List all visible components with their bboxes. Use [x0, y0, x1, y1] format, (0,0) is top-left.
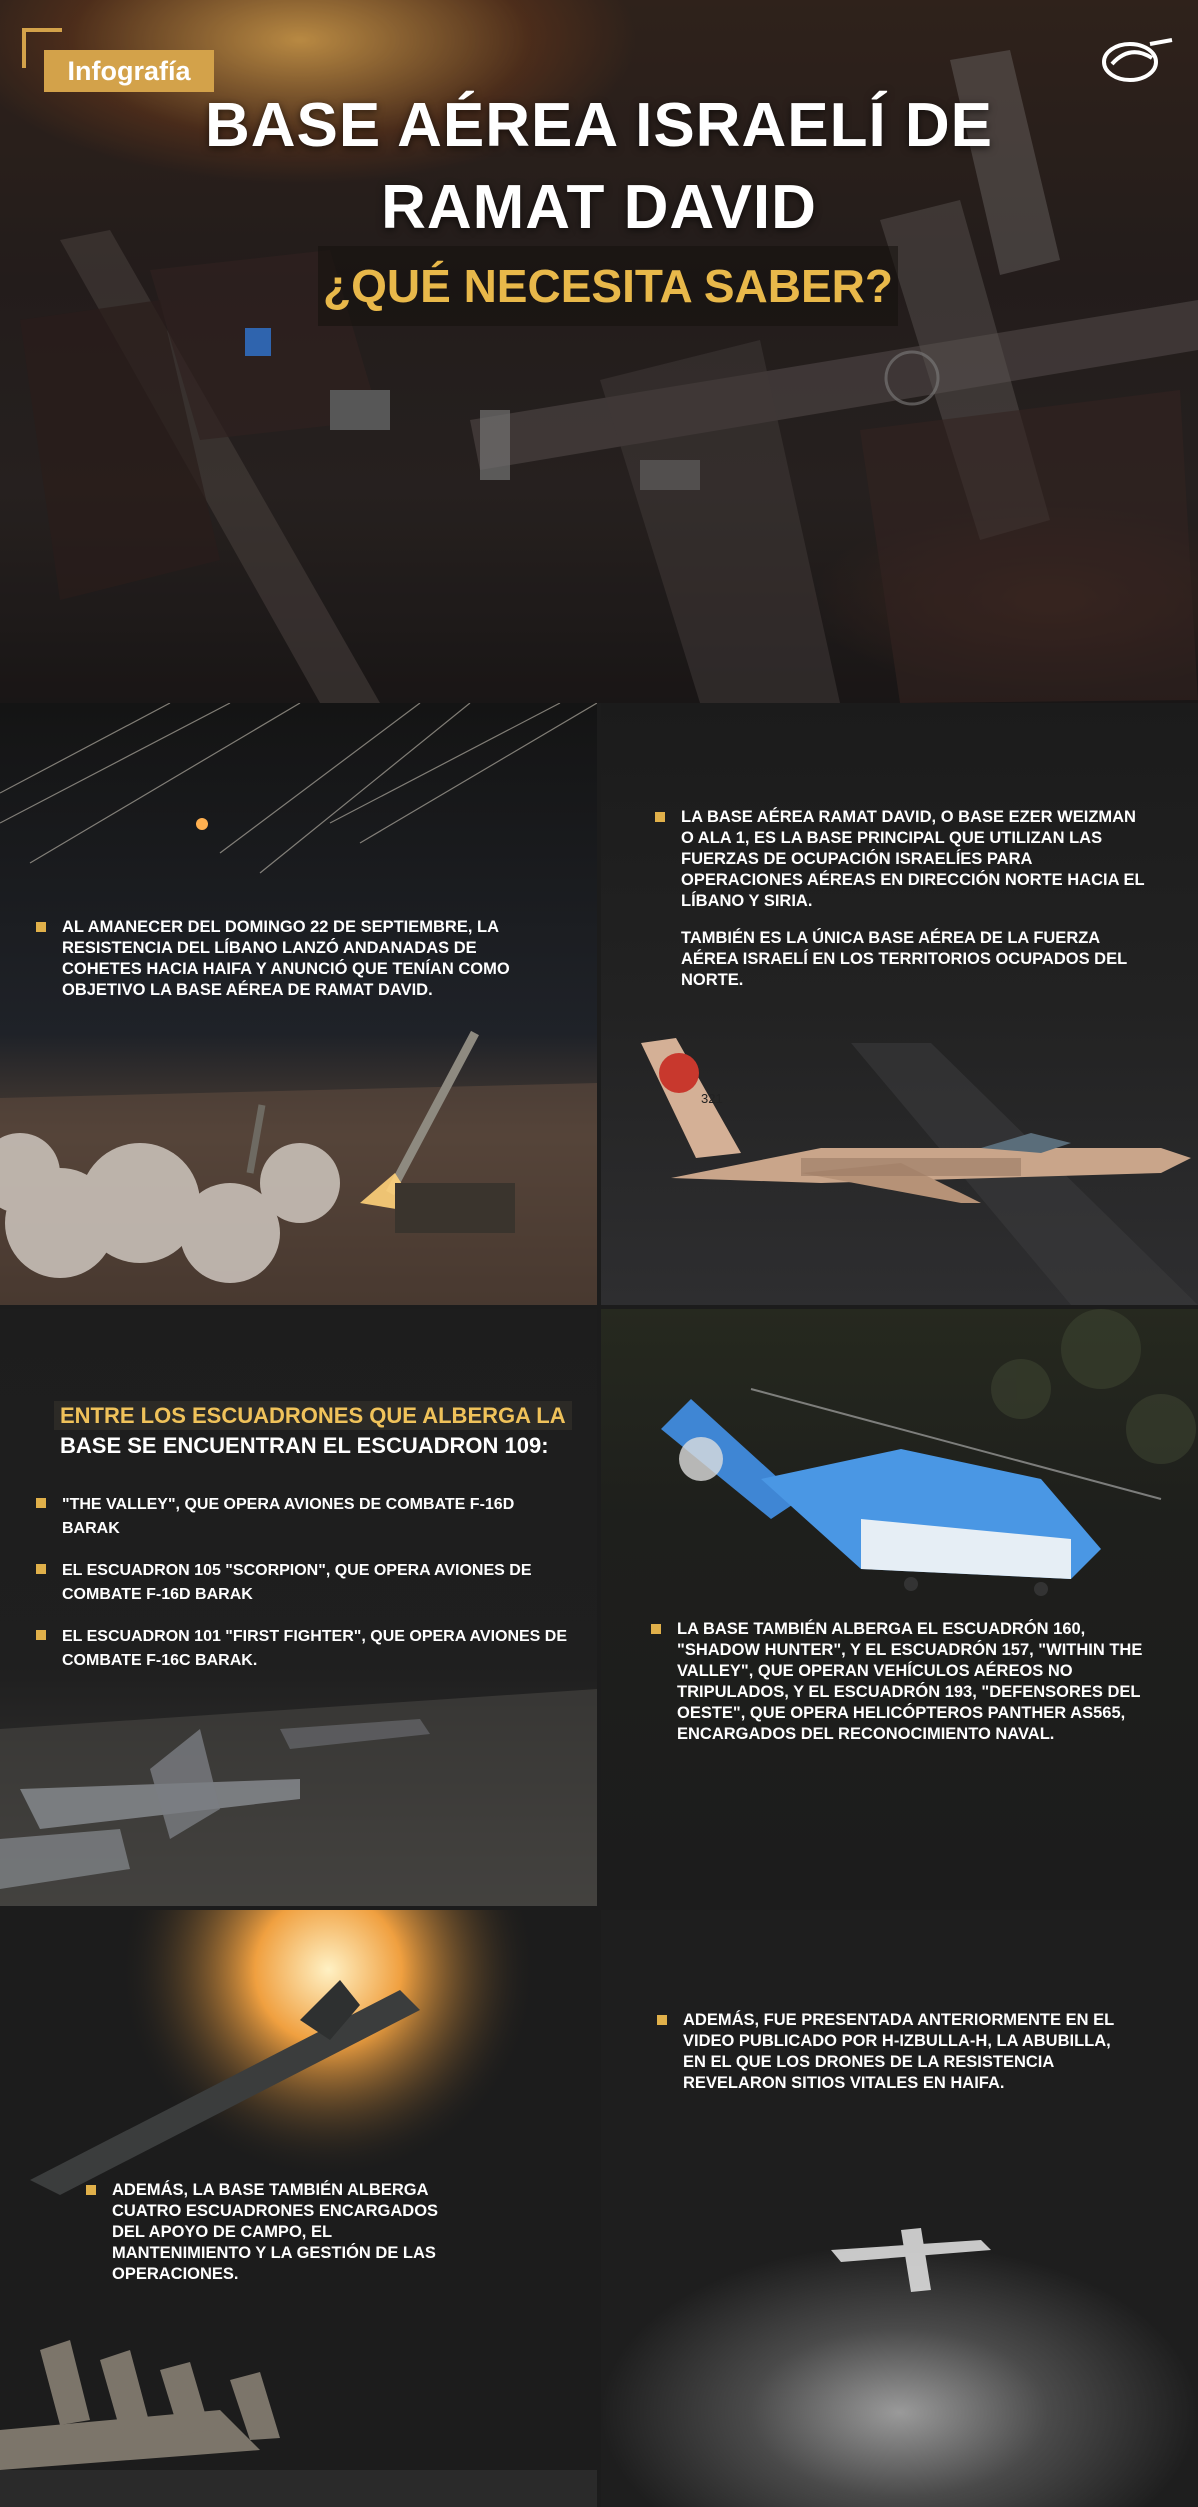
panel-1-bullet: AL AMANECER DEL DOMINGO 22 DE SEPTIEMBRE, LA RESISTENCIA DEL LÍBANO LANZÓ ANDANADAS DE COHETES HACIA HAIFA Y ANUNCIÓ QUE TENÍAN COMO OBJETIVO LA BASE AÉREA DE RAMAT DAVID.: [36, 917, 556, 1001]
page-title-line-2: RAMAT DAVID: [381, 173, 817, 242]
panel-2-paragraph: TAMBIÉN ES LA ÚNICA BASE AÉREA DE LA FUERZA AÉREA ISRAELÍ EN LOS TERRITORIOS OCUPADOS DEL NORTE.: [681, 929, 1127, 989]
panel-2-bullet: LA BASE AÉREA RAMAT DAVID, O BASE EZER WEIZMAN O ALA 1, ES LA BASE PRINCIPAL QUE UTILIZAN LAS FUERZAS DE OCUPACIÓN ISRAELÍES PARA OPERACIONES AÉREAS EN DIRECCIÓN NORTE HACIA EL LÍBANO Y SIRIA.: [655, 807, 1145, 912]
panel-1-text-block: [36, 917, 556, 1001]
panel-base-description: [601, 703, 1198, 1305]
jet-tail-number: 321: [701, 1091, 723, 1106]
panel-2-text-block: [655, 807, 1145, 991]
list-item: "THE VALLEY", QUE OPERA AVIONES DE COMBATE F-16D BARAK: [36, 1493, 576, 1541]
infographic-tag: Infografía: [44, 50, 214, 92]
page-title-line-1: BASE AÉREA ISRAELÍ DE: [204, 91, 994, 160]
f16-jet-photo: [601, 703, 1198, 1305]
squadrons-list: [36, 1493, 576, 1691]
panel-4-text-block: [651, 1619, 1171, 1745]
list-item: EL ESCUADRON 101 "FIRST FIGHTER", QUE OPERA AVIONES DE COMBATE F-16C BARAK.: [36, 1625, 576, 1673]
panel-6-bullet: ADEMÁS, FUE PRESENTADA ANTERIORMENTE EN EL VIDEO PUBLICADO POR H-IZBULLA-H, LA ABUBILLA, EN EL QUE LOS DRONES DE LA RESISTENCIA REVELARON SITIOS VITALES EN HAIFA.: [657, 2010, 1137, 2094]
panel-6-text-block: [657, 2010, 1137, 2094]
squadrons-heading-highlight: ENTRE LOS ESCUADRONES QUE ALBERGA LA: [54, 1401, 572, 1430]
panel-5-bullet: ADEMÁS, LA BASE TAMBIÉN ALBERGA CUATRO ESCUADRONES ENCARGADOS DEL APOYO DE CAMPO, EL MANTENIMIENTO Y LA GESTIÓN DE LAS OPERACIONES.: [86, 2180, 466, 2285]
list-item: EL ESCUADRON 105 "SCORPION", QUE OPERA AVIONES DE COMBATE F-16D BARAK: [36, 1559, 576, 1607]
panel-helicopter: [601, 1309, 1198, 1906]
drone-footage-photo: [601, 1910, 1198, 2507]
panel-drone-video: [601, 1910, 1198, 2507]
squadrons-heading-rest: BASE SE ENCUENTRAN EL ESCUADRON 109:: [60, 1433, 549, 1458]
al-mayadeen-logo-icon: [1092, 34, 1178, 88]
panel-squadrons: [0, 1309, 597, 1906]
panel-5-text-block: [86, 2180, 466, 2285]
hero-header: [0, 0, 1198, 703]
helicopter-photo: [601, 1309, 1198, 1906]
panel-support-squadrons: [0, 1910, 597, 2507]
panel-4-bullet: LA BASE TAMBIÉN ALBERGA EL ESCUADRÓN 160, "SHADOW HUNTER", Y EL ESCUADRÓN 157, "WITHIN THE VALLEY", QUE OPERAN VEHÍCULOS AÉREOS NO TRIPULADOS, Y EL ESCUADRÓN 193, "DEFENSORES DEL OESTE", QUE OPERA HELICÓPTEROS PANTHER AS565, ENCARGADOS DEL RECONOCIMIENTO NAVAL.: [651, 1619, 1171, 1745]
squadrons-heading: [54, 1401, 574, 1461]
panel-rocket-launch: [0, 703, 597, 1305]
rocket-launch-photo: [0, 703, 597, 1305]
page-subtitle: ¿QUÉ NECESITA SABER?: [318, 246, 898, 326]
